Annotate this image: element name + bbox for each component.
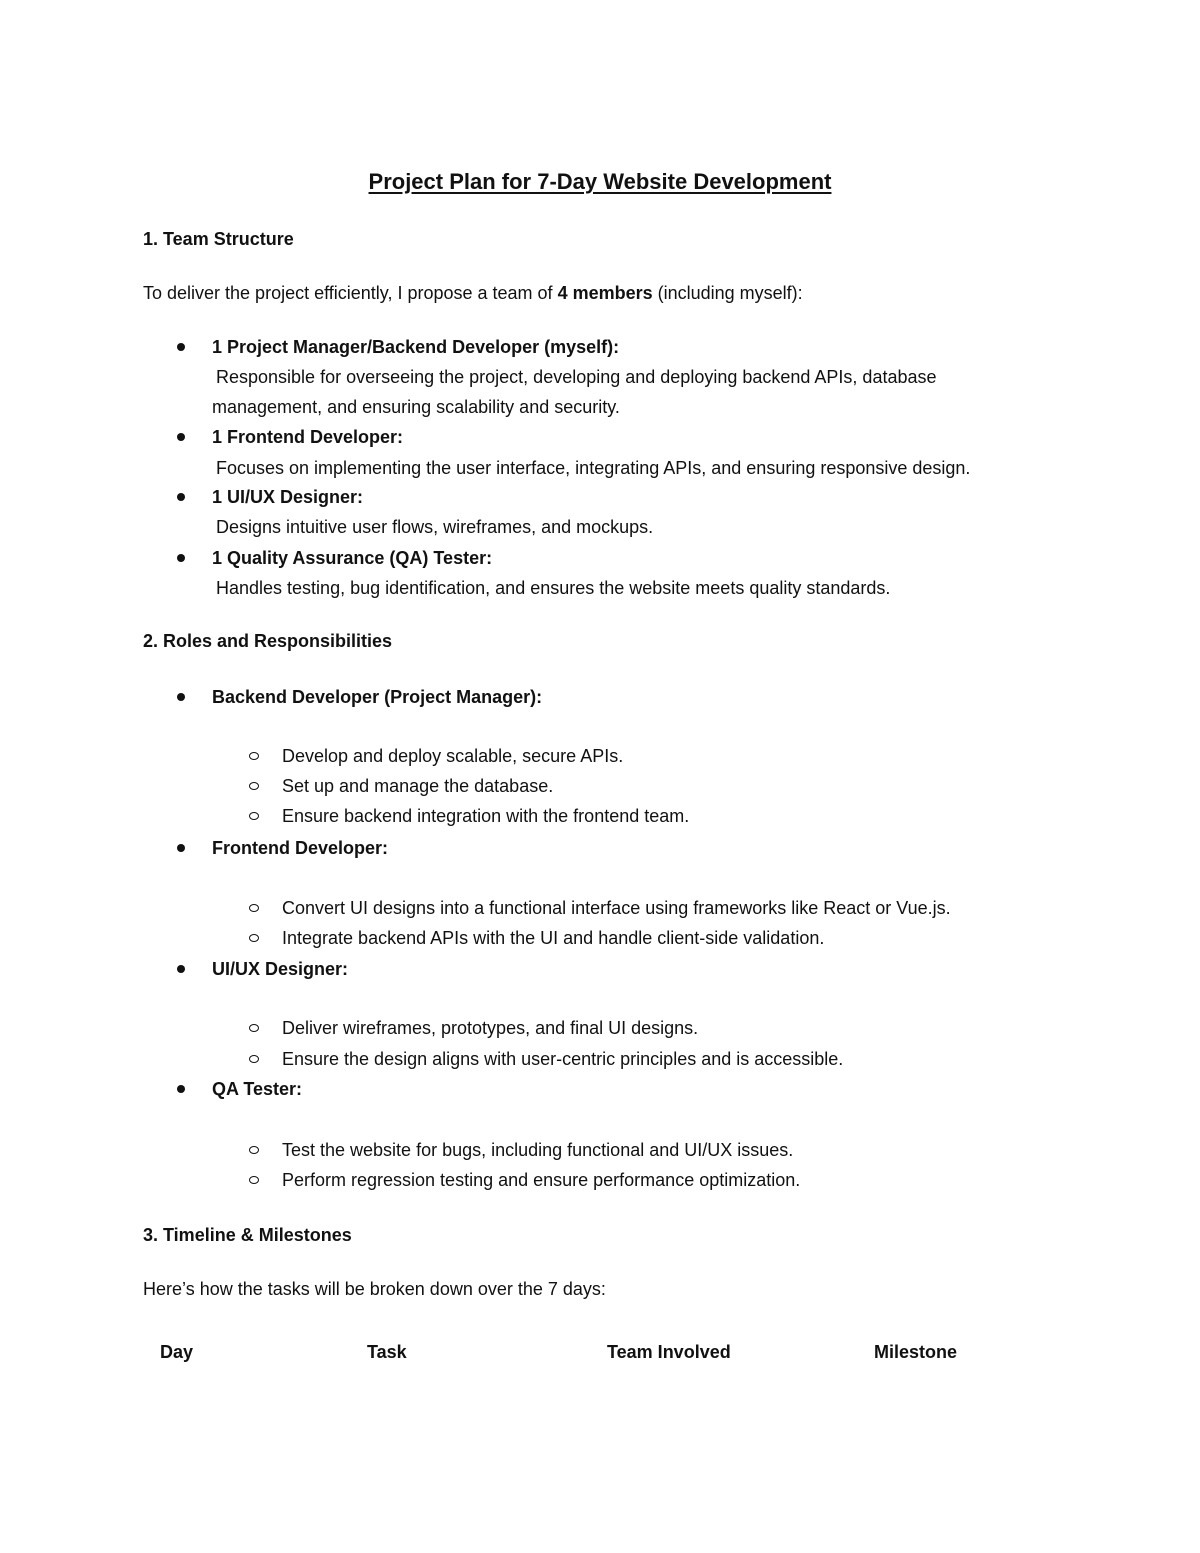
bullet-icon	[177, 554, 185, 562]
role-task: Test the website for bugs, including functional and UI/UX issues.	[282, 1140, 794, 1160]
team-intro-text-start: To deliver the project efficiently, I propose a team of	[143, 283, 558, 303]
section-heading-roles: 2. Roles and Responsibilities	[143, 631, 393, 651]
team-size-emphasis: 4 members	[557, 283, 653, 303]
sub-bullet-icon	[249, 812, 259, 820]
team-member-description: Handles testing, bug identification, and ensures the website meets quality standards.	[216, 578, 891, 598]
document-title: Project Plan for 7-Day Website Development	[368, 169, 832, 194]
team-member-description: Designs intuitive user flows, wireframes, and mockups.	[216, 517, 654, 537]
team-intro-text-end: (including myself):	[652, 283, 803, 303]
sub-bullet-icon	[249, 1176, 259, 1184]
team-member-label: 1 Frontend Developer:	[212, 427, 404, 447]
table-header-milestone: Milestone	[874, 1342, 958, 1362]
sub-bullet-icon	[249, 1146, 259, 1154]
team-member-description: Responsible for overseeing the project, developing and deploying backend APIs, database	[216, 367, 937, 387]
bullet-icon	[177, 493, 185, 501]
role-task: Set up and manage the database.	[282, 776, 554, 796]
section-heading-timeline: 3. Timeline & Milestones	[143, 1225, 352, 1245]
role-task: Develop and deploy scalable, secure APIs.	[282, 746, 624, 766]
sub-bullet-icon	[249, 1055, 259, 1063]
team-member-description: Focuses on implementing the user interface, integrating APIs, and ensuring responsive design.	[216, 458, 971, 478]
section-heading-team-structure: 1. Team Structure	[143, 229, 294, 249]
sub-bullet-icon	[249, 752, 259, 760]
team-member-description: management, and ensuring scalability and security.	[212, 397, 620, 417]
bullet-icon	[177, 433, 185, 441]
table-header-task: Task	[367, 1342, 407, 1362]
role-task: Ensure backend integration with the frontend team.	[282, 806, 690, 826]
team-member-label: 1 UI/UX Designer:	[212, 487, 364, 507]
role-task: Perform regression testing and ensure performance optimization.	[282, 1170, 801, 1190]
role-label: UI/UX Designer:	[212, 959, 349, 979]
bullet-icon	[177, 1085, 185, 1093]
bullet-icon	[177, 844, 185, 852]
sub-bullet-icon	[249, 904, 259, 912]
sub-bullet-icon	[249, 782, 259, 790]
team-intro-paragraph	[143, 284, 803, 302]
bullet-icon	[177, 693, 185, 701]
role-task: Convert UI designs into a functional interface using frameworks like React or Vue.js.	[282, 898, 951, 918]
team-member-label: 1 Quality Assurance (QA) Tester:	[212, 548, 493, 568]
bullet-icon	[177, 343, 185, 351]
table-header-day: Day	[160, 1342, 194, 1362]
role-task: Integrate backend APIs with the UI and handle client-side validation.	[282, 928, 825, 948]
sub-bullet-icon	[249, 934, 259, 942]
timeline-intro: Here’s how the tasks will be broken down over the 7 days:	[143, 1279, 606, 1299]
role-label: QA Tester:	[212, 1079, 303, 1099]
sub-bullet-icon	[249, 1024, 259, 1032]
role-label: Frontend Developer:	[212, 838, 389, 858]
role-task: Deliver wireframes, prototypes, and final UI designs.	[282, 1018, 699, 1038]
table-header-team-involved: Team Involved	[607, 1342, 731, 1362]
team-member-label: 1 Project Manager/Backend Developer (myself):	[212, 337, 620, 357]
role-label: Backend Developer (Project Manager):	[212, 687, 543, 707]
role-task: Ensure the design aligns with user-centric principles and is accessible.	[282, 1049, 844, 1069]
bullet-icon	[177, 965, 185, 973]
